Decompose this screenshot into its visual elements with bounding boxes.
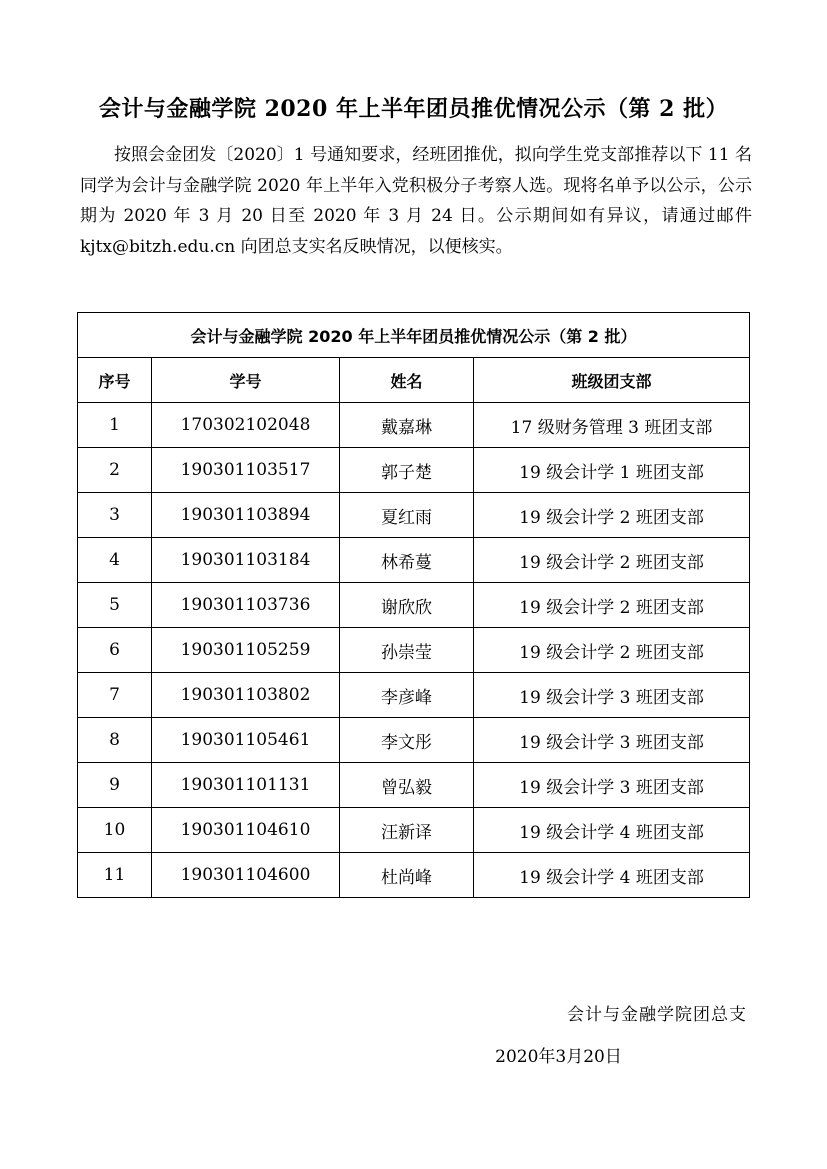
header-branch: 班级团支部 — [474, 358, 750, 403]
cell-index: 5 — [78, 583, 152, 628]
cell-index: 8 — [78, 718, 152, 763]
table-row — [78, 808, 750, 853]
table-row — [78, 853, 750, 898]
notice-paragraph — [80, 140, 752, 262]
table-row — [78, 673, 750, 718]
table-row — [78, 448, 750, 493]
cell-branch: 19 级会计学 3 班团支部 — [474, 763, 750, 808]
cell-name: 林希蔓 — [340, 538, 474, 583]
cell-name: 郭子楚 — [340, 448, 474, 493]
table-row — [78, 403, 750, 448]
cell-student-id: 190301105461 — [152, 718, 340, 763]
cell-student-id: 190301104600 — [152, 853, 340, 898]
page-title: 会计与金融学院 2020 年上半年团员推优情况公示（第 2 批） — [98, 96, 729, 122]
cell-index: 6 — [78, 628, 152, 673]
table-row — [78, 493, 750, 538]
cell-name: 李彦峰 — [340, 673, 474, 718]
cell-index: 11 — [78, 853, 152, 898]
cell-index: 9 — [78, 763, 152, 808]
cell-index: 7 — [78, 673, 152, 718]
cell-student-id: 170302102048 — [152, 403, 340, 448]
cell-index: 2 — [78, 448, 152, 493]
cell-student-id: 190301103894 — [152, 493, 340, 538]
cell-index: 4 — [78, 538, 152, 583]
cell-name: 曾弘毅 — [340, 763, 474, 808]
cell-branch: 19 级会计学 3 班团支部 — [474, 718, 750, 763]
cell-name: 杜尚峰 — [340, 853, 474, 898]
cell-branch: 19 级会计学 4 班团支部 — [474, 808, 750, 853]
cell-index: 3 — [78, 493, 152, 538]
candidate-table — [77, 312, 750, 898]
cell-branch: 17 级财务管理 3 班团支部 — [474, 403, 750, 448]
cell-branch: 19 级会计学 2 班团支部 — [474, 538, 750, 583]
cell-student-id: 190301103184 — [152, 538, 340, 583]
cell-name: 谢欣欣 — [340, 583, 474, 628]
cell-branch: 19 级会计学 1 班团支部 — [474, 448, 750, 493]
header-name: 姓名 — [340, 358, 474, 403]
header-student-id: 学号 — [152, 358, 340, 403]
cell-name: 戴嘉琳 — [340, 403, 474, 448]
table-row — [78, 628, 750, 673]
signature-date: 2020年3月20日 — [495, 1047, 622, 1067]
cell-branch: 19 级会计学 2 班团支部 — [474, 493, 750, 538]
cell-student-id: 190301103736 — [152, 583, 340, 628]
cell-student-id: 190301101131 — [152, 763, 340, 808]
table-row — [78, 763, 750, 808]
table-row — [78, 538, 750, 583]
cell-index: 10 — [78, 808, 152, 853]
cell-name: 夏红雨 — [340, 493, 474, 538]
signature-organization: 会计与金融学院团总支 — [567, 1005, 747, 1025]
cell-name: 汪新译 — [340, 808, 474, 853]
cell-branch: 19 级会计学 2 班团支部 — [474, 628, 750, 673]
cell-student-id: 190301104610 — [152, 808, 340, 853]
cell-branch: 19 级会计学 2 班团支部 — [474, 583, 750, 628]
table-caption: 会计与金融学院 2020 年上半年团员推优情况公示（第 2 批） — [78, 313, 750, 358]
notice-text: 按照会金团发〔2020〕1 号通知要求，经班团推优，拟向学生党支部推荐以下 11 名同学为会计与金融学院 2020 年上半年入党积极分子考察人选。现将名单予以公示，公示期为 2020 年 3 月 20 日至 2020 年 3 月 24 日。公示期间如有异议，请通过邮件 kjtx@bitzh.edu.cn 向团总支实名反映情况，以便核实。 — [80, 145, 752, 257]
cell-name: 孙崇莹 — [340, 628, 474, 673]
cell-branch: 19 级会计学 4 班团支部 — [474, 853, 750, 898]
table-row — [78, 583, 750, 628]
table-row — [78, 718, 750, 763]
cell-index: 1 — [78, 403, 152, 448]
cell-student-id: 190301103517 — [152, 448, 340, 493]
cell-student-id: 190301105259 — [152, 628, 340, 673]
header-index: 序号 — [78, 358, 152, 403]
cell-name: 李文彤 — [340, 718, 474, 763]
cell-branch: 19 级会计学 3 班团支部 — [474, 673, 750, 718]
cell-student-id: 190301103802 — [152, 673, 340, 718]
